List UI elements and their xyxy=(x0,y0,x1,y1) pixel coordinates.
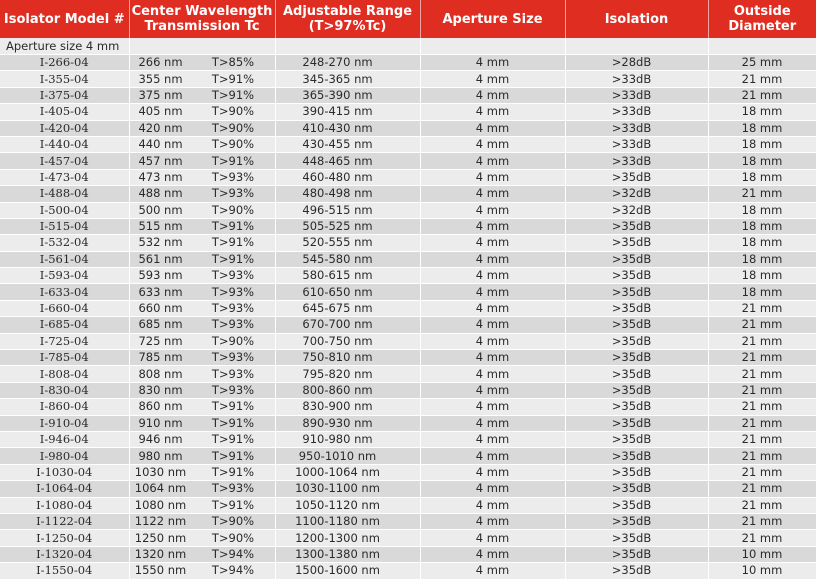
isolation-cell: >35dB xyxy=(565,251,708,267)
transmission-value: T>93% xyxy=(211,481,255,496)
diameter-cell: 25 mm xyxy=(708,55,816,71)
range-cell: 480-498 nm xyxy=(275,186,420,202)
wavelength-value: 785 nm xyxy=(138,350,183,365)
aperture-cell: 4 mm xyxy=(420,169,565,185)
center-wavelength-cell xyxy=(129,235,275,251)
model-cell: I-375-04 xyxy=(0,87,129,103)
center-wavelength-cell xyxy=(129,55,275,71)
diameter-cell: 21 mm xyxy=(708,350,816,366)
model-cell: I-488-04 xyxy=(0,186,129,202)
model-cell: I-561-04 xyxy=(0,251,129,267)
table-row xyxy=(0,284,816,300)
range-cell: 496-515 nm xyxy=(275,202,420,218)
model-cell: I-457-04 xyxy=(0,153,129,169)
wavelength-value: 375 nm xyxy=(138,87,183,102)
isolation-cell: >35dB xyxy=(565,284,708,300)
header-model: Isolator Model # xyxy=(0,0,129,38)
range-cell: 505-525 nm xyxy=(275,218,420,234)
range-cell: 1000-1064 nm xyxy=(275,464,420,480)
center-wavelength-cell xyxy=(129,120,275,136)
center-wavelength-cell xyxy=(129,218,275,234)
transmission-value: T>93% xyxy=(211,284,255,299)
model-cell: I-910-04 xyxy=(0,415,129,431)
center-wavelength-cell xyxy=(129,169,275,185)
range-cell: 890-930 nm xyxy=(275,415,420,431)
center-wavelength-cell xyxy=(129,431,275,447)
transmission-value: T>91% xyxy=(211,235,255,250)
range-cell: 610-650 nm xyxy=(275,284,420,300)
table-row xyxy=(0,530,816,546)
range-cell: 520-555 nm xyxy=(275,235,420,251)
table-row xyxy=(0,136,816,152)
model-cell: I-515-04 xyxy=(0,218,129,234)
transmission-value: T>93% xyxy=(211,268,255,283)
isolation-cell: >35dB xyxy=(565,350,708,366)
aperture-cell: 4 mm xyxy=(420,120,565,136)
center-wavelength-cell xyxy=(129,481,275,497)
wavelength-value: 593 nm xyxy=(138,268,183,283)
aperture-cell: 4 mm xyxy=(420,202,565,218)
range-cell: 910-980 nm xyxy=(275,431,420,447)
table-row xyxy=(0,300,816,316)
range-cell: 670-700 nm xyxy=(275,317,420,333)
wavelength-value: 420 nm xyxy=(138,120,183,135)
wavelength-value: 266 nm xyxy=(138,55,183,70)
aperture-cell: 4 mm xyxy=(420,481,565,497)
diameter-cell: 21 mm xyxy=(708,431,816,447)
aperture-cell: 4 mm xyxy=(420,251,565,267)
wavelength-value: 561 nm xyxy=(138,251,183,266)
diameter-cell: 18 mm xyxy=(708,218,816,234)
isolation-cell: >35dB xyxy=(565,366,708,382)
wavelength-value: 660 nm xyxy=(138,301,183,316)
center-wavelength-cell xyxy=(129,251,275,267)
isolation-cell: >35dB xyxy=(565,300,708,316)
model-cell: I-532-04 xyxy=(0,235,129,251)
diameter-cell: 21 mm xyxy=(708,366,816,382)
transmission-value: T>94% xyxy=(211,563,255,578)
isolation-cell: >35dB xyxy=(565,399,708,415)
transmission-value: T>91% xyxy=(211,153,255,168)
aperture-cell: 4 mm xyxy=(420,153,565,169)
table-row xyxy=(0,202,816,218)
center-wavelength-cell xyxy=(129,366,275,382)
table-row xyxy=(0,169,816,185)
center-wavelength-cell xyxy=(129,546,275,562)
aperture-cell: 4 mm xyxy=(420,382,565,398)
diameter-cell: 21 mm xyxy=(708,448,816,464)
table-row xyxy=(0,497,816,513)
center-wavelength-cell xyxy=(129,202,275,218)
range-cell: 1100-1180 nm xyxy=(275,513,420,529)
transmission-value: T>93% xyxy=(211,366,255,381)
transmission-value: T>91% xyxy=(211,448,255,463)
transmission-value: T>91% xyxy=(211,251,255,266)
transmission-value: T>90% xyxy=(211,333,255,348)
table-row xyxy=(0,55,816,71)
wavelength-value: 473 nm xyxy=(138,169,183,184)
range-cell: 800-860 nm xyxy=(275,382,420,398)
isolation-cell: >33dB xyxy=(565,120,708,136)
diameter-cell: 21 mm xyxy=(708,399,816,415)
isolation-cell: >35dB xyxy=(565,563,708,579)
center-wavelength-cell xyxy=(129,333,275,349)
aperture-cell: 4 mm xyxy=(420,546,565,562)
isolation-cell: >35dB xyxy=(565,530,708,546)
table-row xyxy=(0,431,816,447)
diameter-cell: 21 mm xyxy=(708,530,816,546)
transmission-value: T>91% xyxy=(211,219,255,234)
diameter-cell: 18 mm xyxy=(708,104,816,120)
range-cell: 345-365 nm xyxy=(275,71,420,87)
table-row xyxy=(0,268,816,284)
range-cell: 365-390 nm xyxy=(275,87,420,103)
isolation-cell: >35dB xyxy=(565,235,708,251)
range-cell: 545-580 nm xyxy=(275,251,420,267)
aperture-cell: 4 mm xyxy=(420,448,565,464)
diameter-cell: 21 mm xyxy=(708,513,816,529)
diameter-cell: 21 mm xyxy=(708,71,816,87)
wavelength-value: 808 nm xyxy=(138,366,183,381)
wavelength-value: 910 nm xyxy=(138,415,183,430)
table-row xyxy=(0,546,816,562)
model-cell: I-660-04 xyxy=(0,300,129,316)
model-cell: I-1250-04 xyxy=(0,530,129,546)
diameter-cell: 21 mm xyxy=(708,300,816,316)
aperture-cell: 4 mm xyxy=(420,431,565,447)
header-outside-diameter: Outside Diameter xyxy=(708,0,816,38)
center-wavelength-cell xyxy=(129,104,275,120)
table-row xyxy=(0,235,816,251)
aperture-cell: 4 mm xyxy=(420,186,565,202)
isolation-cell: >35dB xyxy=(565,218,708,234)
transmission-value: T>94% xyxy=(211,546,255,561)
diameter-cell: 18 mm xyxy=(708,251,816,267)
model-cell: I-593-04 xyxy=(0,268,129,284)
table-row xyxy=(0,104,816,120)
center-wavelength-cell xyxy=(129,153,275,169)
isolation-cell: >35dB xyxy=(565,317,708,333)
center-wavelength-cell xyxy=(129,268,275,284)
diameter-cell: 18 mm xyxy=(708,136,816,152)
table-row xyxy=(0,218,816,234)
table-row xyxy=(0,481,816,497)
isolation-cell: >33dB xyxy=(565,71,708,87)
table-row xyxy=(0,415,816,431)
center-wavelength-cell xyxy=(129,87,275,103)
center-wavelength-cell xyxy=(129,513,275,529)
wavelength-value: 860 nm xyxy=(138,399,183,414)
model-cell: I-946-04 xyxy=(0,431,129,447)
range-cell: 750-810 nm xyxy=(275,350,420,366)
range-cell: 1500-1600 nm xyxy=(275,563,420,579)
header-isolation: Isolation xyxy=(565,0,708,38)
header-row xyxy=(0,0,816,38)
isolation-cell: >35dB xyxy=(565,382,708,398)
table-row xyxy=(0,333,816,349)
table-row xyxy=(0,399,816,415)
transmission-value: T>91% xyxy=(211,432,255,447)
wavelength-value: 830 nm xyxy=(138,383,183,397)
range-cell: 645-675 nm xyxy=(275,300,420,316)
aperture-cell: 4 mm xyxy=(420,71,565,87)
isolation-cell: >35dB xyxy=(565,497,708,513)
diameter-cell: 21 mm xyxy=(708,317,816,333)
aperture-cell: 4 mm xyxy=(420,333,565,349)
diameter-cell: 18 mm xyxy=(708,120,816,136)
diameter-cell: 10 mm xyxy=(708,563,816,579)
diameter-cell: 21 mm xyxy=(708,87,816,103)
center-wavelength-cell xyxy=(129,464,275,480)
range-cell: 448-465 nm xyxy=(275,153,420,169)
transmission-value: T>90% xyxy=(211,137,255,152)
transmission-value: T>90% xyxy=(211,120,255,135)
aperture-cell: 4 mm xyxy=(420,87,565,103)
model-cell: I-808-04 xyxy=(0,366,129,382)
isolation-cell: >35dB xyxy=(565,333,708,349)
isolation-cell: >35dB xyxy=(565,431,708,447)
center-wavelength-cell xyxy=(129,71,275,87)
aperture-cell: 4 mm xyxy=(420,235,565,251)
model-cell: I-860-04 xyxy=(0,399,129,415)
diameter-cell: 21 mm xyxy=(708,382,816,398)
model-cell: I-500-04 xyxy=(0,202,129,218)
transmission-value: T>93% xyxy=(211,186,255,201)
transmission-value: T>91% xyxy=(211,497,255,512)
wavelength-value: 405 nm xyxy=(138,104,183,119)
wavelength-value: 532 nm xyxy=(138,235,183,250)
range-cell: 830-900 nm xyxy=(275,399,420,415)
aperture-cell: 4 mm xyxy=(420,136,565,152)
center-wavelength-cell xyxy=(129,300,275,316)
wavelength-value: 457 nm xyxy=(138,153,183,168)
range-cell: 410-430 nm xyxy=(275,120,420,136)
diameter-cell: 21 mm xyxy=(708,481,816,497)
range-cell: 1300-1380 nm xyxy=(275,546,420,562)
wavelength-value: 1250 nm xyxy=(134,530,187,545)
transmission-value: T>93% xyxy=(211,383,255,397)
diameter-cell: 18 mm xyxy=(708,235,816,251)
table-row xyxy=(0,382,816,398)
isolation-cell: >28dB xyxy=(565,55,708,71)
transmission-value: T>91% xyxy=(211,71,255,86)
aperture-cell: 4 mm xyxy=(420,497,565,513)
table-row xyxy=(0,317,816,333)
aperture-cell: 4 mm xyxy=(420,218,565,234)
table-row xyxy=(0,87,816,103)
aperture-cell: 4 mm xyxy=(420,284,565,300)
transmission-value: T>91% xyxy=(211,464,255,479)
isolation-cell: >35dB xyxy=(565,415,708,431)
model-cell: I-1550-04 xyxy=(0,563,129,579)
transmission-value: T>91% xyxy=(211,399,255,414)
diameter-cell: 10 mm xyxy=(708,546,816,562)
center-wavelength-cell xyxy=(129,530,275,546)
model-cell: I-980-04 xyxy=(0,448,129,464)
model-cell: I-1320-04 xyxy=(0,546,129,562)
wavelength-value: 440 nm xyxy=(138,137,183,152)
isolation-cell: >33dB xyxy=(565,87,708,103)
wavelength-value: 355 nm xyxy=(138,71,183,86)
isolation-cell: >33dB xyxy=(565,104,708,120)
table-row xyxy=(0,563,816,579)
center-wavelength-cell xyxy=(129,317,275,333)
diameter-cell: 21 mm xyxy=(708,186,816,202)
range-cell: 248-270 nm xyxy=(275,55,420,71)
model-cell: I-440-04 xyxy=(0,136,129,152)
wavelength-value: 1030 nm xyxy=(134,464,187,479)
isolation-cell: >35dB xyxy=(565,448,708,464)
table-row xyxy=(0,71,816,87)
center-wavelength-cell xyxy=(129,284,275,300)
aperture-cell: 4 mm xyxy=(420,415,565,431)
isolation-cell: >35dB xyxy=(565,481,708,497)
model-cell: I-725-04 xyxy=(0,333,129,349)
aperture-cell: 4 mm xyxy=(420,464,565,480)
model-cell: I-1122-04 xyxy=(0,513,129,529)
model-cell: I-266-04 xyxy=(0,55,129,71)
center-wavelength-cell xyxy=(129,563,275,579)
wavelength-value: 980 nm xyxy=(138,448,183,463)
wavelength-value: 1064 nm xyxy=(134,481,187,496)
diameter-cell: 18 mm xyxy=(708,268,816,284)
diameter-cell: 18 mm xyxy=(708,169,816,185)
model-cell: I-830-04 xyxy=(0,382,129,398)
wavelength-value: 725 nm xyxy=(138,333,183,348)
center-wavelength-cell xyxy=(129,448,275,464)
wavelength-value: 1320 nm xyxy=(134,546,187,561)
range-cell: 700-750 nm xyxy=(275,333,420,349)
transmission-value: T>90% xyxy=(211,202,255,217)
aperture-cell: 4 mm xyxy=(420,55,565,71)
aperture-cell: 4 mm xyxy=(420,399,565,415)
center-wavelength-cell xyxy=(129,350,275,366)
range-cell: 795-820 nm xyxy=(275,366,420,382)
center-wavelength-cell xyxy=(129,186,275,202)
isolation-cell: >35dB xyxy=(565,268,708,284)
diameter-cell: 21 mm xyxy=(708,333,816,349)
center-wavelength-cell xyxy=(129,136,275,152)
model-cell: I-1030-04 xyxy=(0,464,129,480)
transmission-value: T>93% xyxy=(211,350,255,365)
aperture-cell: 4 mm xyxy=(420,300,565,316)
transmission-value: T>85% xyxy=(211,55,255,70)
range-cell: 430-455 nm xyxy=(275,136,420,152)
aperture-cell: 4 mm xyxy=(420,513,565,529)
diameter-cell: 21 mm xyxy=(708,415,816,431)
model-cell: I-685-04 xyxy=(0,317,129,333)
isolation-cell: >33dB xyxy=(565,153,708,169)
table-row xyxy=(0,464,816,480)
aperture-cell: 4 mm xyxy=(420,366,565,382)
wavelength-value: 1122 nm xyxy=(134,514,187,529)
transmission-value: T>90% xyxy=(211,104,255,119)
header-aperture-size: Aperture Size xyxy=(420,0,565,38)
range-cell: 950-1010 nm xyxy=(275,448,420,464)
diameter-cell: 18 mm xyxy=(708,284,816,300)
range-cell: 460-480 nm xyxy=(275,169,420,185)
aperture-cell: 4 mm xyxy=(420,563,565,579)
diameter-cell: 18 mm xyxy=(708,202,816,218)
aperture-cell: 4 mm xyxy=(420,317,565,333)
model-cell: I-1064-04 xyxy=(0,481,129,497)
wavelength-value: 685 nm xyxy=(138,317,183,332)
model-cell: I-785-04 xyxy=(0,350,129,366)
isolation-cell: >35dB xyxy=(565,513,708,529)
range-cell: 1050-1120 nm xyxy=(275,497,420,513)
aperture-cell: 4 mm xyxy=(420,104,565,120)
aperture-note: Aperture size 4 mm xyxy=(0,38,129,55)
diameter-cell: 21 mm xyxy=(708,497,816,513)
range-cell: 580-615 nm xyxy=(275,268,420,284)
range-cell: 390-415 nm xyxy=(275,104,420,120)
transmission-value: T>93% xyxy=(211,317,255,332)
wavelength-value: 633 nm xyxy=(138,284,183,299)
table-row xyxy=(0,251,816,267)
isolation-cell: >35dB xyxy=(565,464,708,480)
isolation-cell: >33dB xyxy=(565,136,708,152)
model-cell: I-633-04 xyxy=(0,284,129,300)
table-row xyxy=(0,350,816,366)
table-row xyxy=(0,366,816,382)
wavelength-value: 500 nm xyxy=(138,202,183,217)
transmission-value: T>91% xyxy=(211,87,255,102)
table-row xyxy=(0,513,816,529)
model-cell: I-355-04 xyxy=(0,71,129,87)
center-wavelength-cell xyxy=(129,415,275,431)
center-wavelength-cell xyxy=(129,497,275,513)
header-adjustable-range: Adjustable Range (T>97%Tc) xyxy=(275,0,420,38)
wavelength-value: 515 nm xyxy=(138,219,183,234)
wavelength-value: 946 nm xyxy=(138,432,183,447)
model-cell: I-420-04 xyxy=(0,120,129,136)
diameter-cell: 18 mm xyxy=(708,153,816,169)
table-row xyxy=(0,186,816,202)
transmission-value: T>91% xyxy=(211,415,255,430)
header-center-wavelength: Center Wavelength Transmission Tc xyxy=(129,0,275,38)
table-row xyxy=(0,448,816,464)
isolation-cell: >32dB xyxy=(565,202,708,218)
model-cell: I-405-04 xyxy=(0,104,129,120)
aperture-note-row xyxy=(0,38,816,55)
transmission-value: T>90% xyxy=(211,514,255,529)
wavelength-value: 488 nm xyxy=(138,186,183,201)
isolation-cell: >32dB xyxy=(565,186,708,202)
range-cell: 1200-1300 nm xyxy=(275,530,420,546)
center-wavelength-cell xyxy=(129,382,275,398)
aperture-cell: 4 mm xyxy=(420,350,565,366)
transmission-value: T>93% xyxy=(211,169,255,184)
table-row xyxy=(0,120,816,136)
aperture-cell: 4 mm xyxy=(420,268,565,284)
isolation-cell: >35dB xyxy=(565,169,708,185)
model-cell: I-1080-04 xyxy=(0,497,129,513)
transmission-value: T>93% xyxy=(211,301,255,316)
isolation-cell: >35dB xyxy=(565,546,708,562)
model-cell: I-473-04 xyxy=(0,169,129,185)
wavelength-value: 1550 nm xyxy=(134,563,187,578)
aperture-cell: 4 mm xyxy=(420,530,565,546)
diameter-cell: 21 mm xyxy=(708,464,816,480)
center-wavelength-cell xyxy=(129,399,275,415)
wavelength-value: 1080 nm xyxy=(134,497,187,512)
transmission-value: T>90% xyxy=(211,530,255,545)
table-row xyxy=(0,153,816,169)
range-cell: 1030-1100 nm xyxy=(275,481,420,497)
